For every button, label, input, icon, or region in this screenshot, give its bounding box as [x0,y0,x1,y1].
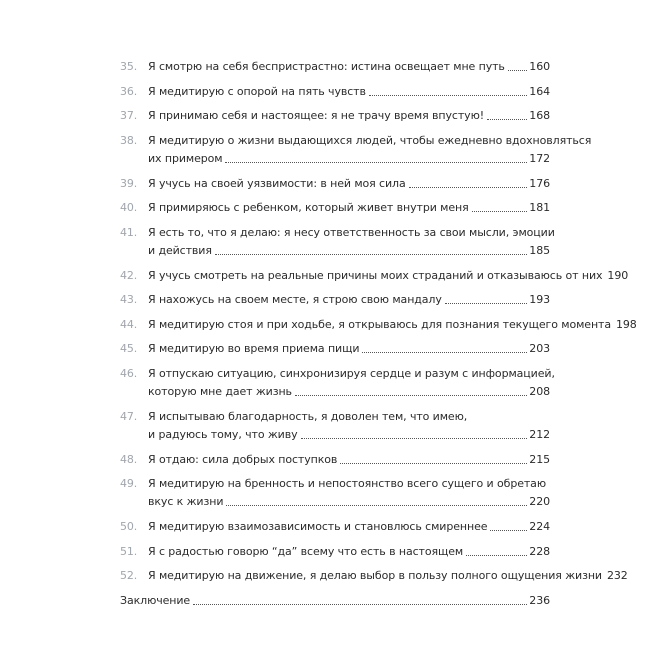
toc-entry-title: Я принимаю себя и настоящее: я не трачу время впустую! [148,109,485,122]
toc-entry-title-continued: вкус к жизни [148,495,224,508]
toc-entry[interactable] [120,177,550,191]
toc-entry[interactable] [120,60,550,74]
toc-entry-page: 215 [529,452,550,466]
toc-entry-number: 39. [120,176,138,190]
toc-entry-title: Я медитирую на движение, я делаю выбор в пользу полного ощущения жизни [148,569,602,582]
dot-leader [225,162,527,163]
toc-entry-title: Я учусь на своей уязвимости: в ней моя сила [148,176,406,190]
toc-entry-number: 35. [120,60,138,73]
dot-leader [340,463,527,464]
toc-entry-number: 36. [120,84,138,98]
toc-entry-conclusion[interactable] [120,594,550,608]
dot-leader [508,70,527,71]
toc-entry-title-continued: и радуюсь тому, что живу [148,427,298,441]
dot-leader [466,555,527,556]
toc-entry-page: 190 [607,268,629,282]
toc-entry[interactable] [120,410,550,442]
toc-entry-number: 48. [120,452,138,466]
toc-entry-title: Я медитирую стоя и при ходьбе, я открываюсь для познания текущего момента [148,317,611,331]
toc-entry-page: 198 [615,317,637,331]
toc-entry-page: 232 [606,569,628,582]
toc-entry-page: 185 [529,243,550,257]
toc-entry-number: 41. [120,225,138,239]
toc-entry-title: Я медитирую взаимозависимость и становлюсь смиреннее [148,520,488,533]
dot-leader [409,187,528,188]
toc-entry[interactable] [120,569,628,583]
toc-entry-title-continued: и действия [148,243,212,257]
toc-entry[interactable] [120,201,550,215]
toc-entry[interactable] [120,520,550,534]
dot-leader [295,395,527,396]
toc-entry-page: 176 [529,176,550,190]
toc-entry[interactable] [120,225,555,258]
toc-entry-title: Я медитирую о жизни выдающихся людей, чтобы ежедневно вдохновляться [148,133,592,147]
toc-entry-title: Я отдаю: сила добрых поступков [148,452,338,466]
conclusion-title: Заключение [120,593,191,607]
toc-entry[interactable] [120,366,555,399]
dot-leader [215,254,527,255]
dot-leader [226,505,527,506]
toc-entry-number: 51. [120,544,138,558]
toc-entry[interactable] [120,85,550,99]
toc-entry-number: 52. [120,569,138,582]
toc-entry-title: Я нахожусь на своем месте, я строю свою мандалу [148,293,442,306]
dot-leader [490,530,527,531]
toc-entry[interactable] [120,342,550,356]
toc-entry-page: 164 [529,84,550,98]
toc-entry-title: Я отпускаю ситуацию, синхронизируя сердце и разум с информацией, [148,366,555,380]
toc-entry-page: 168 [529,109,550,122]
toc-entry-number: 50. [120,520,138,533]
toc-entry[interactable] [120,545,550,559]
toc-entry-title: Я медитирую во время приема пищи [148,342,360,355]
toc-entry[interactable] [120,109,550,123]
toc-entry-title: Я медитирую на бренность и непостоянство всего сущего и обретаю [148,477,546,490]
toc-entry-number: 42. [120,268,138,282]
table-of-contents [120,60,637,618]
toc-entry-number: 47. [120,409,138,423]
toc-entry-number: 45. [120,342,138,355]
toc-entry-title: Я есть то, что я делаю: я несу ответственность за свои мысли, эмоции [148,225,555,239]
dot-leader [445,303,528,304]
dot-leader [301,438,528,439]
dot-leader [369,95,527,96]
toc-entry[interactable] [120,293,550,307]
toc-entry-page: 224 [529,520,550,533]
dot-leader [193,604,527,605]
toc-entry[interactable] [120,477,550,509]
toc-entry-title: Я примиряюсь с ребенком, который живет внутри меня [148,201,469,214]
toc-entry[interactable] [120,268,629,283]
toc-entry-title: Я учусь смотреть на реальные причины моих страданий и отказываюсь от них [148,268,603,282]
toc-entry-title-continued: их примером [148,151,223,165]
toc-entry-page: 181 [529,201,550,214]
toc-entry-page: 193 [529,293,550,306]
toc-entry-page: 208 [529,384,550,398]
toc-entry-title: Я смотрю на себя беспристрастно: истина освещает мне путь [148,60,505,73]
toc-entry-title-continued: которую мне дает жизнь [148,384,292,398]
toc-entry[interactable] [120,317,637,332]
toc-entry[interactable] [120,453,550,467]
toc-entry-number: 46. [120,366,138,380]
dot-leader [472,211,528,212]
toc-entry-number: 49. [120,477,138,490]
toc-entry-title: Я медитирую с опорой на пять чувств [148,84,366,98]
toc-entry-page: 228 [529,544,550,558]
toc-entry-number: 40. [120,201,138,214]
toc-entry[interactable] [120,133,592,166]
toc-entry-title: Я испытываю благодарность, я доволен тем, что имею, [148,409,468,423]
conclusion-page: 236 [529,593,550,607]
toc-entry-page: 212 [529,427,550,441]
toc-entry-number: 44. [120,317,138,331]
dot-leader [362,352,527,353]
toc-entry-page: 172 [529,151,550,165]
toc-entry-number: 43. [120,293,138,306]
dot-leader [487,119,527,120]
toc-entry-page: 203 [529,342,550,355]
toc-entry-number: 38. [120,133,138,147]
toc-entry-number: 37. [120,109,138,122]
toc-entry-title: Я с радостью говорю “да” всему что есть в настоящем [148,544,464,558]
toc-entry-page: 160 [529,60,550,73]
toc-entry-page: 220 [529,495,550,508]
